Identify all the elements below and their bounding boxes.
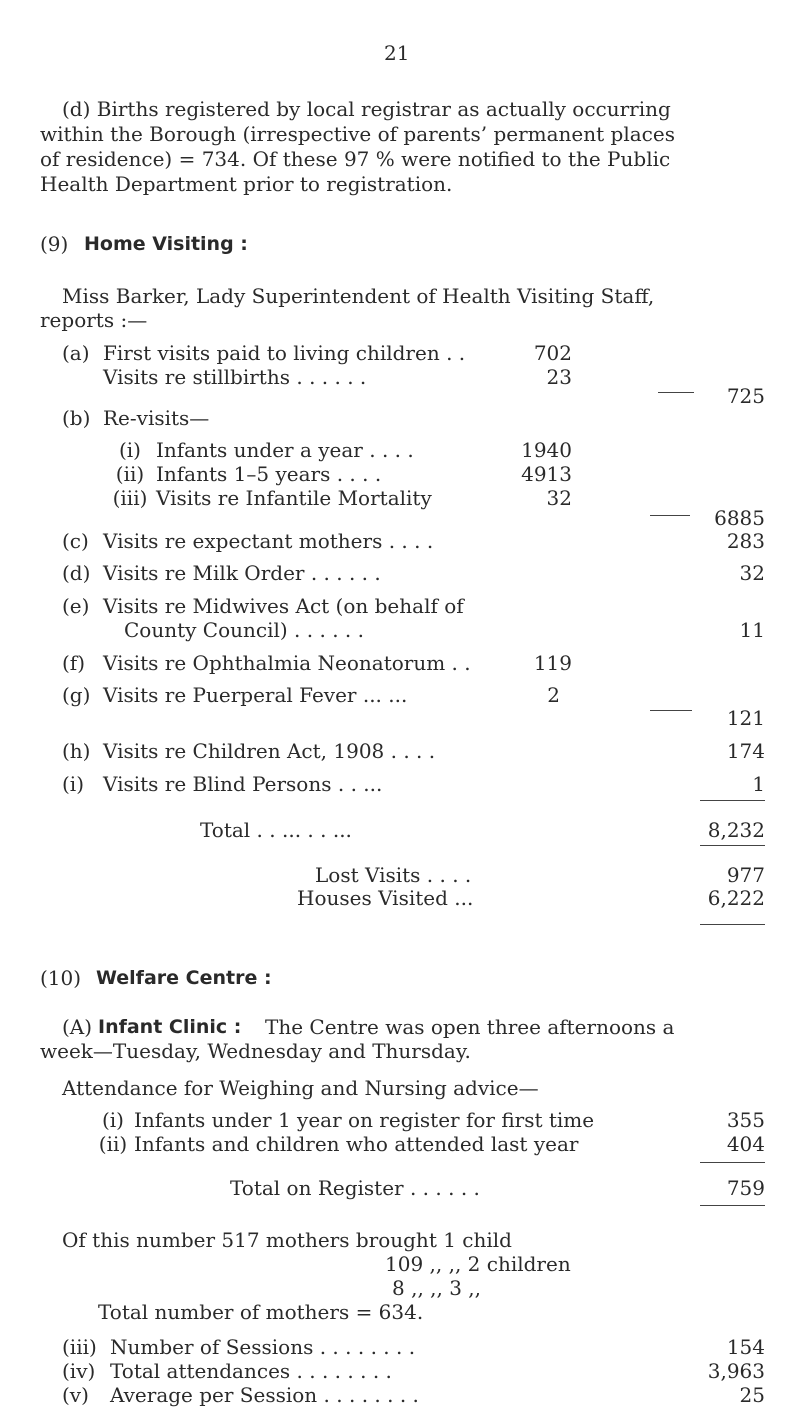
item-text: Total attendances . . . . . . . . [110,1359,392,1383]
item-text: County Council) . . . . . . [124,618,364,642]
item-value: 1940 [521,438,572,462]
section-number: (10) [40,966,82,990]
item-text: Infants and children who attended last year [134,1132,579,1156]
item-text: First visits paid to living children . . [103,341,466,365]
item-value: 23 [546,365,572,389]
item-text: Infants under a year . . . . [156,438,414,462]
item-total: 121 [726,706,765,730]
item-text: Visits re Milk Order . . . . . . [103,561,381,585]
item-total: 174 [726,739,765,763]
item-text: Visits re stillbirths . . . . . . [103,365,367,389]
section-heading: Welfare Centre : [96,967,272,989]
item-value: 32 [546,486,572,510]
clinic-key: (A) [62,1015,93,1039]
item-text: Number of Sessions . . . . . . . . [110,1335,416,1359]
item-value: 355 [726,1108,765,1132]
section-heading: Home Visiting : [84,233,248,255]
clinic-text: week—Tuesday, Wednesday and Thursday. [40,1039,471,1063]
total-rule [700,924,765,925]
item-key: (c) [62,529,89,553]
item-key: (d) [62,561,91,585]
item-value: 4913 [521,462,572,486]
item-value: 702 [533,341,572,365]
page-number: 21 [384,41,410,65]
item-key: (iv) [62,1359,96,1383]
births-line: within the Borough (irrespective of parents’ permanent places [40,122,675,146]
item-text: Visits re Blind Persons . . ... [103,772,383,796]
item-text: Visits re Midwives Act (on behalf of [103,594,464,618]
item-key: (h) [62,739,91,763]
item-key: (a) [62,341,90,365]
item-text: Re-visits— [103,406,210,430]
mothers-total: Total number of mothers = 634. [98,1300,424,1324]
item-value: 3,963 [707,1359,765,1383]
lost-visits-label: Lost Visits . . . . [315,863,472,887]
mothers-line: Of this number 517 mothers brought 1 child [62,1228,512,1252]
clinic-text: The Centre was open three afternoons a [265,1015,675,1039]
item-key: (i) [62,772,85,796]
item-value: 25 [739,1383,765,1407]
item-value: 154 [726,1335,765,1359]
item-text: Infants under 1 year on register for first time [134,1108,595,1132]
births-line: Health Department prior to registration. [40,172,453,196]
total-rule [700,1162,765,1163]
item-value: 119 [533,651,572,675]
item-text: Visits re Puerperal Fever ... ... [103,683,408,707]
total-rule [700,800,765,801]
births-line: (d) Births registered by local registrar as actually occurring [62,97,671,121]
total-rule [700,845,765,846]
item-text: Visits re Ophthalmia Neonatorum . . [103,651,471,675]
intro-line: Miss Barker, Lady Superintendent of Health Visiting Staff, [62,284,655,308]
clinic-heading: Infant Clinic : [98,1016,242,1038]
item-total: 32 [739,561,765,585]
item-value: 2 [547,683,560,707]
item-text: Average per Session . . . . . . . . [110,1383,419,1407]
houses-visited-value: 6,222 [707,886,765,910]
item-key: (b) [62,406,91,430]
item-key: (ii) [98,1132,128,1156]
item-text: Visits re Children Act, 1908 . . . . [103,739,436,763]
mothers-line: 109 ,, ,, 2 children [385,1252,571,1276]
total-rule [700,1205,765,1206]
item-key: (iii) [62,1335,97,1359]
item-key: (i) [118,438,141,462]
item-total: 11 [739,618,765,642]
total-value: 8,232 [707,818,765,842]
births-line: of residence) = 734. Of these 97 % were notified to the Public [40,147,671,171]
item-total: 283 [726,529,765,553]
item-key: (g) [62,683,91,707]
register-label: Total on Register . . . . . . [230,1176,480,1200]
item-value: 404 [726,1132,765,1156]
item-total: 725 [726,384,765,408]
item-key: (f) [62,651,86,675]
item-text: Visits re expectant mothers . . . . [103,529,434,553]
item-key: (e) [62,594,90,618]
item-total: 6885 [714,506,765,530]
mothers-line: 8 ,, ,, 3 ,, [392,1276,482,1300]
item-text: Visits re Infantile Mortality [156,486,432,510]
item-key: (ii) [115,462,145,486]
item-total: 1 [752,772,765,796]
total-label: Total . . ... . . ... [200,818,352,842]
item-key: (v) [62,1383,89,1407]
section-number: (9) [40,232,69,256]
attendance-intro: Attendance for Weighing and Nursing advice— [62,1076,539,1100]
item-key: (i) [101,1108,124,1132]
houses-visited-label: Houses Visited ... [297,886,474,910]
item-text: Infants 1–5 years . . . . [156,462,382,486]
register-value: 759 [726,1176,765,1200]
intro-line: reports :— [40,308,148,332]
item-key: (iii) [112,486,148,510]
lost-visits-value: 977 [726,863,765,887]
